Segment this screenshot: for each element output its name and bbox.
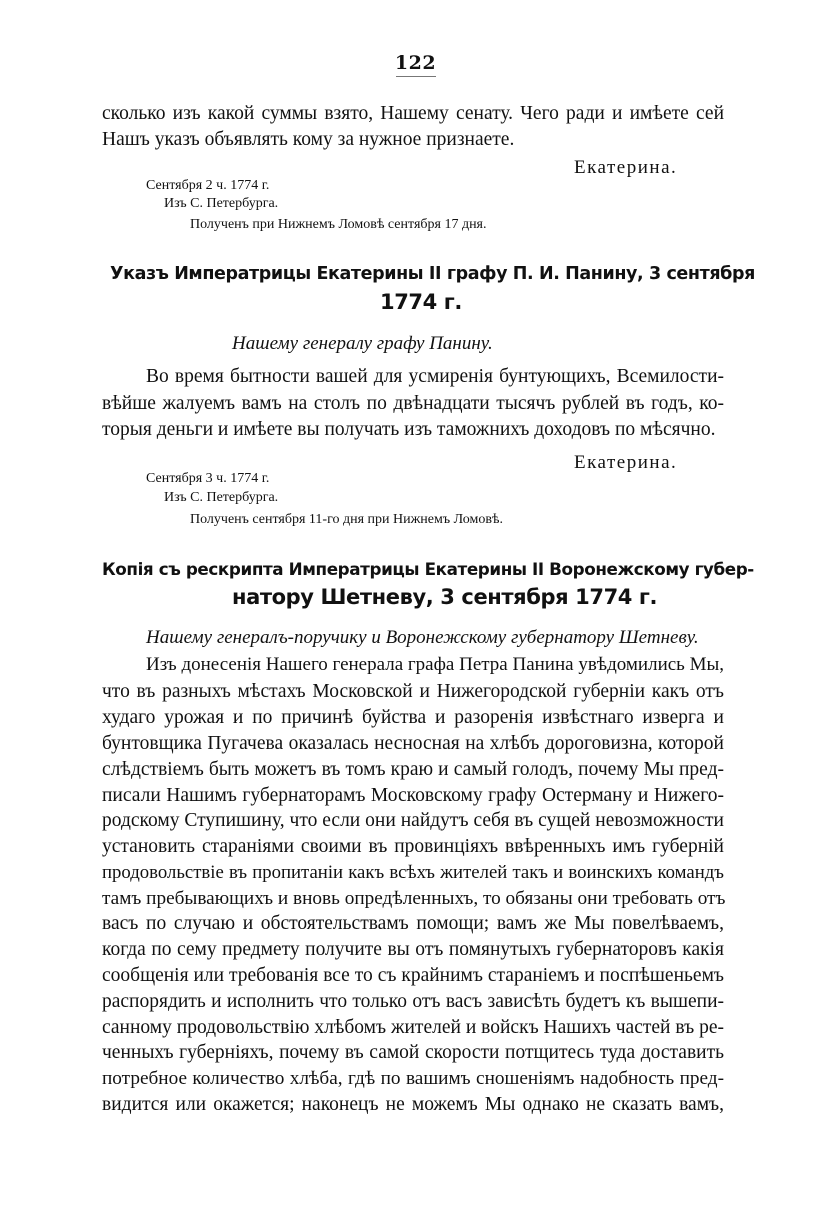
page-number-text: 122	[394, 52, 437, 74]
dateline: Сентября 2 ч. 1774 г.	[146, 178, 270, 193]
text-line: Нашъ указъ объявлять кому за нужное признаете.	[102, 129, 515, 150]
text-line: тамъ пребывающихъ и вновь опредѣленныхъ, то обязаны они требовать отъ	[102, 888, 726, 909]
text-line: васъ по случаю и обстоятельствамъ помощи; вамъ же Мы повелѣваемъ,	[102, 913, 724, 934]
place-line: Изъ С. Петербурга.	[164, 196, 279, 211]
text-line: распорядить и исполнить что только отъ васъ зависѣть будетъ къ вышепи-	[102, 991, 724, 1012]
receipt-note: Полученъ при Нижнемъ Ломовѣ сентября 17 дня.	[190, 217, 487, 232]
text-line: продовольствіе въ пропитаніи какъ всѣхъ жителей такъ и воинскихъ командъ	[102, 862, 724, 883]
text-line: Во время бытности вашей для усмиренія бунтующихъ, Всемилости-	[146, 366, 724, 387]
receipt-note: Полученъ сентября 11-го дня при Нижнемъ Ломовѣ.	[190, 512, 504, 527]
section-heading: 1774 г.	[380, 290, 462, 314]
signature: Екатерина.	[574, 452, 678, 473]
text-line: видится или окажется; наконецъ не можемъ Мы однако не сказать вамъ,	[102, 1094, 724, 1115]
text-line: писали Нашимъ губернаторамъ Московскому графу Остерману и Нижего-	[102, 785, 724, 806]
text-line: потребное количество хлѣба, гдѣ по вашимъ сношеніямъ надобность пред-	[102, 1068, 724, 1089]
salutation: Нашему генералъ-поручику и Воронежскому губернатору Шетневу.	[146, 627, 699, 648]
page-number-rule	[396, 76, 436, 77]
signature: Екатерина.	[574, 157, 678, 178]
text-line: сообщенія или требованія все то съ крайнимъ стараніемъ и поспѣшеньемъ	[102, 965, 724, 986]
text-line: когда по сему предмету получите вы отъ помянутыхъ губернаторовъ какія	[102, 939, 724, 960]
text-line: что въ разныхъ мѣстахъ Московской и Нижегородской губерніи какъ отъ	[102, 681, 724, 702]
text-line: родскому Ступишину, что если они найдутъ себя въ сущей невозможности	[102, 810, 724, 831]
text-line: слѣдствіемъ быть можетъ въ томъ краю и самый голодъ, почему Мы пред-	[102, 759, 724, 780]
text-line: ченныхъ губерніяхъ, почему въ самой скорости потщитесь туда доставить	[102, 1042, 724, 1063]
text-line: Изъ донесенія Нашего генерала графа Петра Панина увѣдомились Мы,	[146, 654, 725, 675]
text-line: сколько изъ какой суммы взято, Нашему сенату. Чего ради и имѣете сей	[102, 103, 724, 124]
text-line: торыя деньги и имѣете вы получать изъ таможнихъ доходовъ по мѣсячно.	[102, 419, 716, 440]
section-heading: натору Шетневу, 3 сентября 1774 г.	[232, 585, 658, 609]
dateline: Сентября 3 ч. 1774 г.	[146, 471, 270, 486]
section-heading: Копія съ рескрипта Императрицы Екатерины II Воронежскому губер-	[102, 559, 754, 579]
page-number	[0, 52, 831, 77]
text-line: вѣйше жалуемъ вамъ на столъ по двѣнадцати тысячъ рублей въ годъ, ко-	[102, 393, 724, 414]
place-line: Изъ С. Петербурга.	[164, 490, 279, 505]
section-heading: Указъ Императрицы Екатерины II графу П. И. Панину, 3 сентября	[110, 264, 755, 284]
text-line: установить стараніями своими въ провинціяхъ ввѣренныхъ имъ губерній	[102, 836, 724, 857]
salutation: Нашему генералу графу Панину.	[232, 333, 493, 354]
text-line: бунтовщика Пугачева оказалась несносная на хлѣбъ дороговизна, которой	[102, 733, 724, 754]
text-line: худаго урожая и по причинѣ буйства и разоренія извѣстнаго изверга и	[102, 707, 724, 728]
text-line: санному продовольствію хлѣбомъ жителей и войскъ Нашихъ частей въ ре-	[102, 1017, 724, 1038]
